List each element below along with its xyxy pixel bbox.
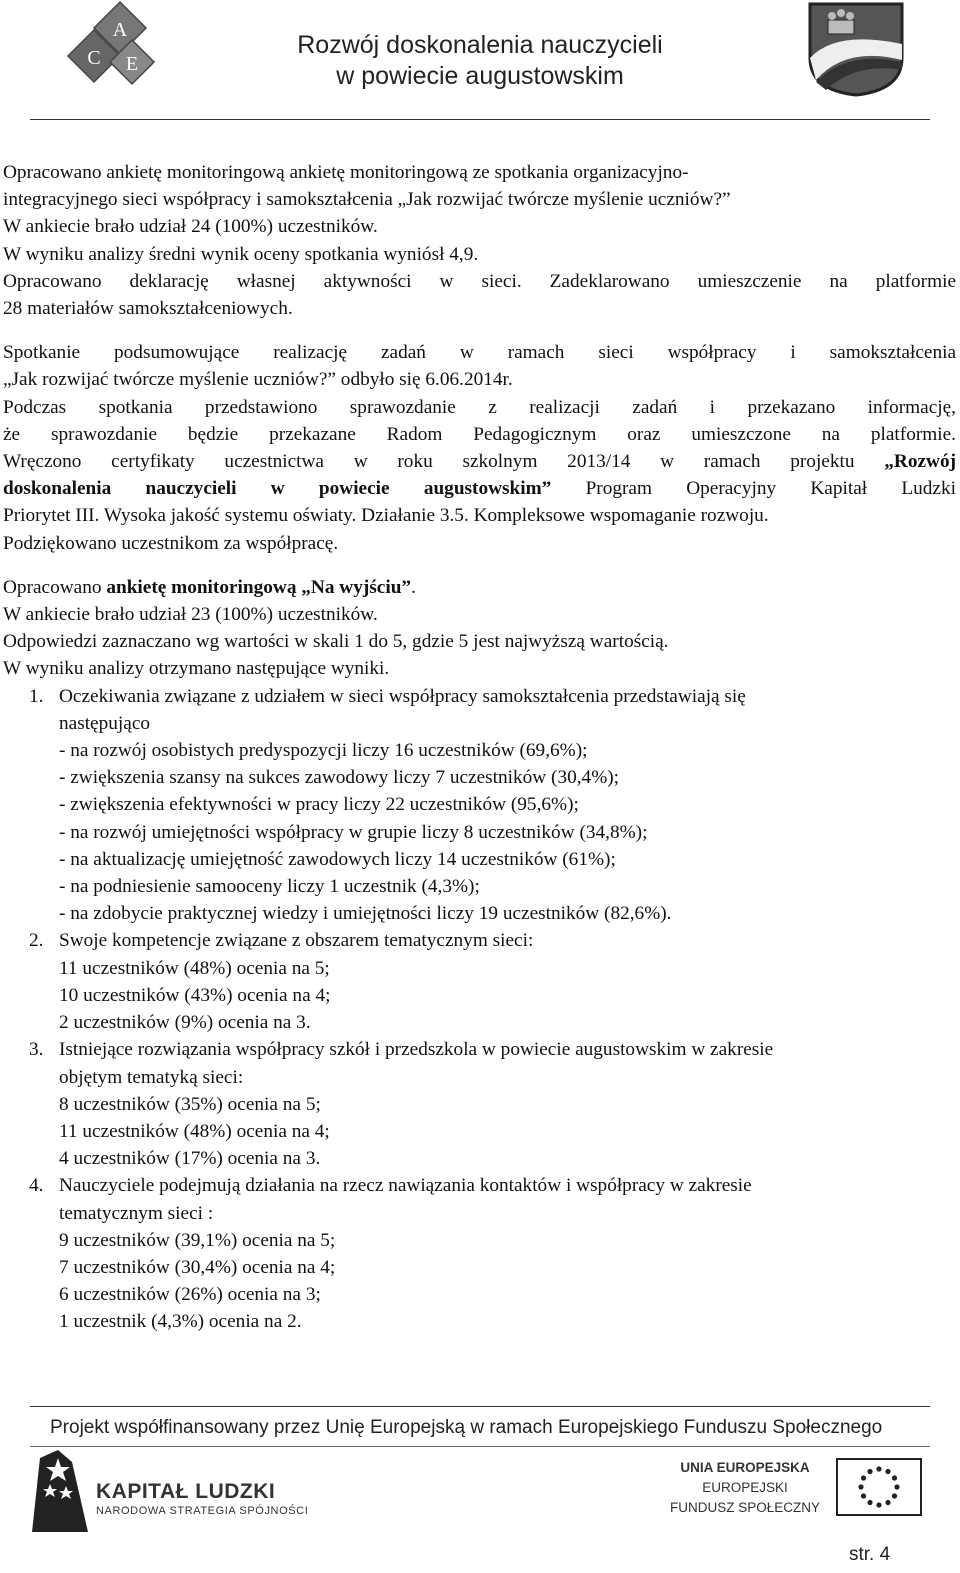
body-text: .: [411, 576, 416, 598]
result-number: 3.: [29, 1039, 44, 1061]
result-subline: 7 uczestników (30,4%) ocenia na 4;: [59, 1256, 336, 1278]
header-divider: [30, 119, 930, 120]
result-subline: 2 uczestników (9%) ocenia na 3.: [59, 1012, 311, 1034]
body-line: Podczas spotkania przedstawiono sprawozdanie z realizacji zadań i przekazano informację,: [3, 396, 956, 418]
page-header: [0, 0, 960, 122]
body-line: 28 materiałów samokształceniowych.: [3, 298, 293, 320]
body-line: W wyniku analizy średni wynik oceny spotkania wyniósł 4,9.: [3, 243, 479, 265]
body-line: Opracowano ankietę monitoringową ankietę monitoringową ze spotkania organizacyjno-: [3, 162, 689, 183]
body-line: W wyniku analizy otrzymano następujące wyniki.: [3, 658, 390, 680]
result-subline: - na zdobycie praktycznej wiedzy i umiejętności liczy 19 uczestników (82,6%).: [59, 903, 672, 925]
footer-project-text: Projekt współfinansowany przez Unię Europejską w ramach Europejskiego Funduszu Społecznego: [50, 1417, 883, 1438]
result-subline: - na rozwój umiejętności współpracy w grupie liczy 8 uczestników (34,8%);: [59, 821, 648, 843]
result-subline: - na podniesienie samooceny liczy 1 uczestnik (4,3%);: [59, 876, 480, 898]
result-subline: - na rozwój osobistych predyspozycji liczy 16 uczestników (69,6%);: [59, 740, 588, 762]
eu-flag-icon: [836, 1458, 922, 1516]
page-number: str. 4: [849, 1544, 891, 1565]
body-line: [3, 574, 956, 601]
result-subline: - na aktualizację umiejętność zawodowych liczy 14 uczestników (61%);: [59, 848, 616, 870]
body-line: Priorytet III. Wysoka jakość systemu oświaty. Działanie 3.5. Kompleksowe wspomaganie rozwoju.: [3, 505, 769, 527]
logo-letter-c: C: [87, 47, 101, 69]
body-line: W ankiecie brało udział 24 (100%) uczestników.: [3, 216, 378, 238]
project-name-bold: „Rozwój: [884, 451, 956, 473]
county-coat-of-arms-icon: [806, 0, 906, 97]
body-line: [3, 448, 956, 475]
body-line: Podziękowano uczestnikom za współpracę.: [3, 532, 339, 554]
header-title-line1: Rozwój doskonalenia nauczycieli: [297, 31, 663, 59]
result-subline: 6 uczestników (26%) ocenia na 3;: [59, 1284, 321, 1306]
result-line: objętym tematyką sieci:: [59, 1066, 244, 1088]
body-line: W ankiecie brało udział 23 (100%) uczestników.: [3, 604, 378, 626]
result-subline: 1 uczestnik (4,3%) ocenia na 2.: [59, 1311, 302, 1333]
body-line: Opracowano deklarację własnej aktywności w sieci. Zadeklarowano umieszczenie na platformie: [3, 270, 956, 292]
result-line: Istniejące rozwiązania współpracy szkół i przedszkola w powiecie augustowskim w zakresie: [59, 1039, 774, 1061]
body-line: Spotkanie podsumowujące realizację zadań w ramach sieci współpracy i samokształcenia: [3, 342, 956, 364]
body-text: Wręczono certyfikaty uczestnictwa w roku szkolnym 2013/14 w ramach projektu: [3, 451, 885, 473]
body-line: integracyjnego sieci współpracy i samokształcenia „Jak rozwijać twórcze myślenie uczniów?”: [3, 189, 731, 211]
result-subline: 8 uczestników (35%) ocenia na 5;: [59, 1093, 321, 1115]
logo-letter-a: A: [112, 19, 128, 41]
result-item: [3, 683, 956, 737]
result-subline: - zwiększenia szansy na sukces zawodowy liczy 7 uczestników (30,4%);: [59, 767, 620, 789]
result-item: [3, 927, 956, 954]
result-line: Oczekiwania związane z udziałem w sieci współpracy samokształcenia przedstawiają się: [59, 685, 746, 707]
body-line: że sprawozdanie będzie przekazane Radom Pedagogicznym oraz umieszczone na platformie.: [3, 423, 956, 445]
result-item: [3, 1172, 956, 1226]
result-item: [3, 1036, 956, 1090]
kapital-ludzki-title: KAPITAŁ LUDZKI: [96, 1480, 276, 1503]
eu-fund-label: [665, 1458, 825, 1518]
body-line: Odpowiedzi zaznaczano wg wartości w skali 1 do 5, gdzie 5 jest najwyższą wartością.: [3, 631, 669, 653]
body-line: [3, 475, 956, 502]
project-name-bold: doskonalenia nauczycieli w powiecie augustowskim”: [3, 478, 552, 500]
survey-name-bold: ankietę monitoringową „Na wyjściu”: [106, 576, 412, 598]
document-body: [3, 159, 956, 1336]
footer-divider: [30, 1406, 930, 1407]
result-subline: 9 uczestników (39,1%) ocenia na 5;: [59, 1229, 336, 1251]
body-text: Program Operacyjny Kapitał Ludzki: [551, 478, 956, 500]
result-number: 2.: [29, 930, 44, 952]
result-number: 1.: [29, 685, 44, 707]
footer-divider-lower: [30, 1446, 930, 1447]
eu-line3: FUNDUSZ SPOŁECZNY: [669, 1500, 821, 1515]
result-number: 4.: [29, 1175, 44, 1197]
result-subline: 10 uczestników (43%) ocenia na 4;: [59, 984, 331, 1006]
body-line: „Jak rozwijać twórcze myślenie uczniów?” odbyło się 6.06.2014r.: [3, 369, 513, 391]
result-subline: 11 uczestników (48%) ocenia na 4;: [59, 1120, 330, 1142]
header-title-line2: w powiecie augustowskim: [336, 62, 624, 90]
logo-letter-e: E: [125, 53, 139, 75]
result-subline: 11 uczestników (48%) ocenia na 5;: [59, 957, 330, 979]
result-line: Nauczyciele podejmują działania na rzecz nawiązania kontaktów i współpracy w zakresie: [59, 1175, 752, 1197]
body-text: Opracowano: [3, 576, 107, 598]
result-line: następująco: [59, 712, 151, 734]
eu-line1: UNIA EUROPEJSKA: [680, 1460, 810, 1475]
result-subline: - zwiększenia efektywności w pracy liczy 22 uczestników (95,6%);: [59, 794, 579, 816]
kapital-ludzki-subtitle: NARODOWA STRATEGIA SPÓJNOŚCI: [96, 1505, 309, 1517]
result-subline: 4 uczestników (17%) ocenia na 3.: [59, 1148, 321, 1170]
result-line: Swoje kompetencje związane z obszarem tematycznym sieci:: [59, 930, 534, 952]
eu-line2: EUROPEJSKI: [702, 1480, 788, 1495]
result-line: tematycznym sieci :: [59, 1202, 214, 1224]
